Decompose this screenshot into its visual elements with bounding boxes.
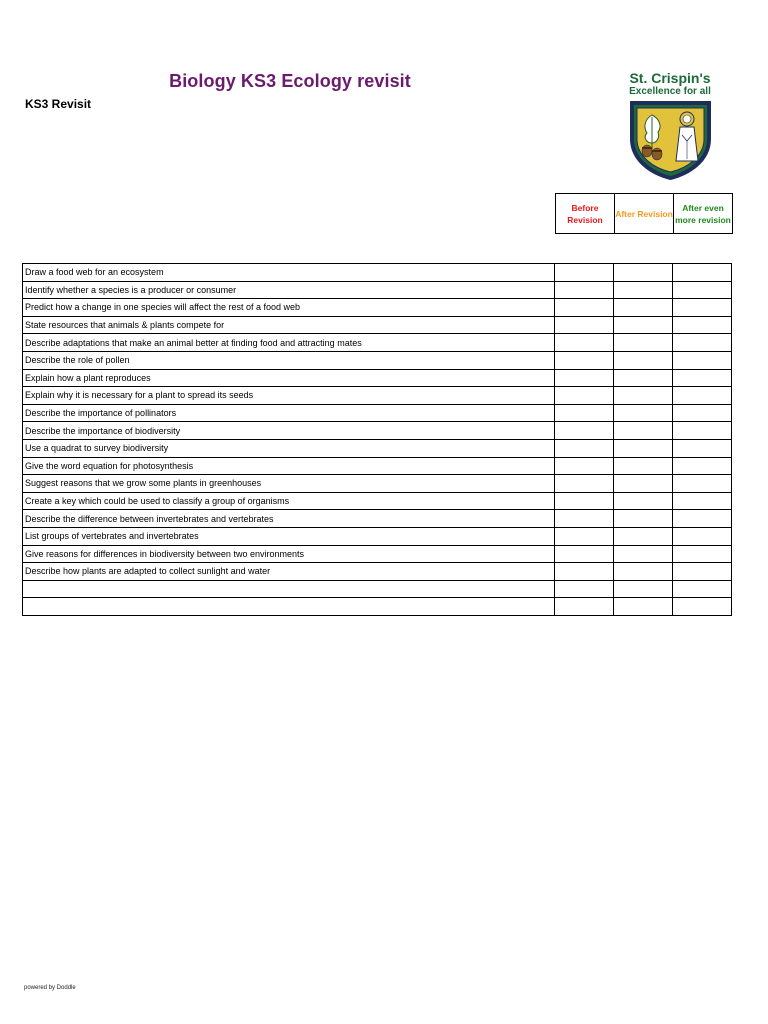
rating-cell-before[interactable] (555, 264, 614, 282)
rating-cell-before[interactable] (555, 316, 614, 334)
school-crest-logo (627, 99, 714, 181)
rating-cell-after[interactable] (614, 563, 673, 581)
table-row (23, 457, 732, 475)
table-row (23, 264, 732, 282)
rating-cell-after[interactable] (614, 281, 673, 299)
task-description: Give reasons for differences in biodiversity between two environments (23, 545, 555, 563)
task-description: Create a key which could be used to classify a group of organisms (23, 492, 555, 510)
rating-cell-after-more[interactable] (673, 598, 732, 616)
rating-column-headers (555, 193, 733, 234)
rating-cell-before[interactable] (555, 404, 614, 422)
task-description: Describe adaptations that make an animal better at finding food and attracting mates (23, 334, 555, 352)
task-description: Describe the difference between invertebrates and vertebrates (23, 510, 555, 528)
rating-cell-after-more[interactable] (673, 475, 732, 493)
table-row (23, 580, 732, 598)
task-description: Describe the importance of pollinators (23, 404, 555, 422)
table-row (23, 369, 732, 387)
table-row (23, 510, 732, 528)
column-header-after-revision: After Revision (615, 194, 674, 234)
rating-cell-before[interactable] (555, 422, 614, 440)
rating-cell-after[interactable] (614, 387, 673, 405)
rating-cell-after-more[interactable] (673, 281, 732, 299)
rating-cell-after-more[interactable] (673, 492, 732, 510)
table-row (23, 475, 732, 493)
table-row (23, 598, 732, 616)
task-description: Describe how plants are adapted to collect sunlight and water (23, 563, 555, 581)
task-description: Describe the importance of biodiversity (23, 422, 555, 440)
rating-cell-after[interactable] (614, 351, 673, 369)
rating-cell-before[interactable] (555, 527, 614, 545)
rating-cell-after-more[interactable] (673, 351, 732, 369)
table-row (23, 387, 732, 405)
column-header-before-revision: Before Revision (556, 194, 615, 234)
column-header-after-more-revision: After even more revision (674, 194, 733, 234)
task-description: Draw a food web for an ecosystem (23, 264, 555, 282)
rating-cell-after-more[interactable] (673, 369, 732, 387)
school-motto: Excellence for all (629, 86, 711, 97)
rating-cell-after-more[interactable] (673, 510, 732, 528)
rating-cell-before[interactable] (555, 492, 614, 510)
revision-checklist-table (22, 263, 732, 616)
rating-cell-before[interactable] (555, 598, 614, 616)
rating-cell-before[interactable] (555, 510, 614, 528)
rating-cell-before[interactable] (555, 475, 614, 493)
page-subtitle: KS3 Revisit (25, 97, 92, 111)
rating-cell-after[interactable] (614, 457, 673, 475)
rating-cell-after-more[interactable] (673, 299, 732, 317)
task-description: Explain how a plant reproduces (23, 369, 555, 387)
rating-cell-after-more[interactable] (673, 527, 732, 545)
rating-cell-before[interactable] (555, 439, 614, 457)
table-row (23, 563, 732, 581)
table-row (23, 281, 732, 299)
rating-cell-after-more[interactable] (673, 457, 732, 475)
task-description: Suggest reasons that we grow some plants in greenhouses (23, 475, 555, 493)
task-description (23, 598, 555, 616)
task-description: Identify whether a species is a producer or consumer (23, 281, 555, 299)
task-description: Predict how a change in one species will affect the rest of a food web (23, 299, 555, 317)
rating-cell-after[interactable] (614, 264, 673, 282)
rating-cell-before[interactable] (555, 334, 614, 352)
rating-cell-after[interactable] (614, 334, 673, 352)
rating-cell-after-more[interactable] (673, 387, 732, 405)
rating-cell-after[interactable] (614, 598, 673, 616)
table-row (23, 351, 732, 369)
rating-cell-after-more[interactable] (673, 316, 732, 334)
task-description (23, 580, 555, 598)
rating-cell-after-more[interactable] (673, 334, 732, 352)
rating-cell-after[interactable] (614, 404, 673, 422)
task-description: Give the word equation for photosynthesis (23, 457, 555, 475)
rating-cell-before[interactable] (555, 351, 614, 369)
table-row (23, 404, 732, 422)
rating-cell-after[interactable] (614, 545, 673, 563)
rating-cell-before[interactable] (555, 457, 614, 475)
table-row (23, 439, 732, 457)
rating-cell-before[interactable] (555, 369, 614, 387)
rating-cell-after-more[interactable] (673, 580, 732, 598)
task-description: State resources that animals & plants compete for (23, 316, 555, 334)
table-row (23, 316, 732, 334)
rating-cell-after-more[interactable] (673, 404, 732, 422)
rating-cell-after-more[interactable] (673, 545, 732, 563)
table-row (23, 527, 732, 545)
rating-cell-before[interactable] (555, 580, 614, 598)
table-row (23, 334, 732, 352)
table-row (23, 299, 732, 317)
rating-cell-before[interactable] (555, 563, 614, 581)
school-name: St. Crispin's (629, 70, 711, 86)
rating-cell-after-more[interactable] (673, 439, 732, 457)
rating-cell-after[interactable] (614, 439, 673, 457)
task-description: Describe the role of pollen (23, 351, 555, 369)
rating-cell-after-more[interactable] (673, 563, 732, 581)
table-row (23, 422, 732, 440)
rating-cell-after[interactable] (614, 527, 673, 545)
rating-cell-after[interactable] (614, 299, 673, 317)
task-description: Explain why it is necessary for a plant to spread its seeds (23, 387, 555, 405)
rating-cell-after-more[interactable] (673, 422, 732, 440)
rating-cell-before[interactable] (555, 281, 614, 299)
rating-cell-before[interactable] (555, 387, 614, 405)
rating-cell-after[interactable] (614, 580, 673, 598)
footer-credit: powered by Doddle (24, 985, 76, 991)
rating-cell-after[interactable] (614, 492, 673, 510)
rating-cell-after[interactable] (614, 422, 673, 440)
page-title: Biology KS3 Ecology revisit (169, 71, 411, 91)
rating-cell-after[interactable] (614, 475, 673, 493)
rating-cell-after[interactable] (614, 316, 673, 334)
task-description: Use a quadrat to survey biodiversity (23, 439, 555, 457)
rating-cell-before[interactable] (555, 545, 614, 563)
rating-cell-after[interactable] (614, 510, 673, 528)
rating-cell-after-more[interactable] (673, 264, 732, 282)
table-row (23, 492, 732, 510)
rating-cell-before[interactable] (555, 299, 614, 317)
rating-cell-after[interactable] (614, 369, 673, 387)
task-description: List groups of vertebrates and invertebrates (23, 527, 555, 545)
table-row (23, 545, 732, 563)
